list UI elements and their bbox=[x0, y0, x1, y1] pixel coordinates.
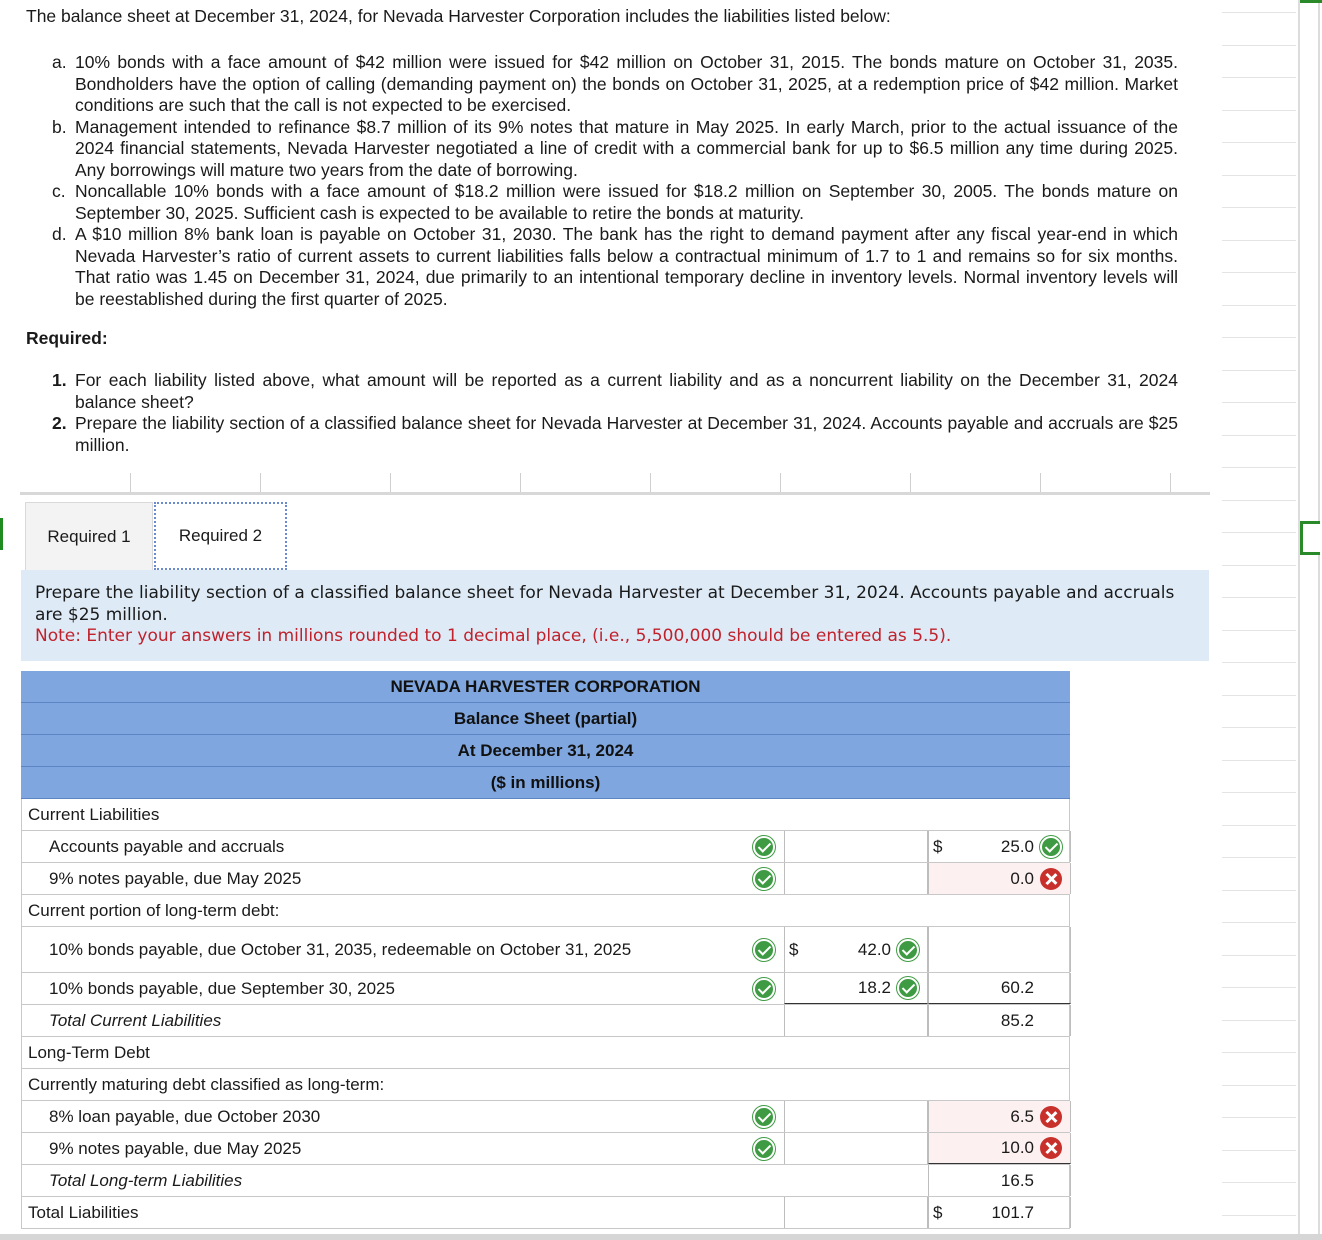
divider-ruler bbox=[20, 473, 1210, 495]
amount-input-col2[interactable] bbox=[928, 1101, 1071, 1132]
sheet-header-4: ($ in millions) bbox=[21, 767, 1070, 799]
check-circle-icon bbox=[753, 978, 775, 1000]
ruler-tick bbox=[650, 473, 651, 492]
grid-line bbox=[1222, 77, 1296, 78]
sheet-row bbox=[21, 1197, 1070, 1229]
ruler-tick bbox=[390, 473, 391, 492]
item-text: Noncallable 10% bonds with a face amount of $18.2 million were issued for $18.2 million on September 30, 2005. The bonds mature on September 30, 2025. Sufficient cash is expected to be available to retire the bonds at maturity. bbox=[75, 181, 1178, 223]
sheet-row bbox=[21, 1069, 1070, 1101]
row-label[interactable]: Total Liabilities bbox=[28, 1202, 139, 1222]
row-label[interactable]: Current Liabilities bbox=[28, 804, 160, 824]
grid-line bbox=[1222, 1150, 1296, 1151]
grid-line bbox=[1222, 1182, 1296, 1183]
grid-line bbox=[1222, 142, 1296, 143]
item-text: 10% bonds with a face amount of $42 million were issued for $42 million on October 31, 2015. The bonds mature on October 31, 2035. Bondholders have the option of calling (demanding payment on) the bonds on October 31, 2025, at a redemption price of $42 million. Market conditions are such that the call is not expected to be exercised. bbox=[75, 52, 1178, 115]
row-label[interactable]: 10% bonds payable, due October 31, 2035, redeemable on October 31, 2025 bbox=[49, 939, 632, 959]
amount-input-col1[interactable] bbox=[784, 1101, 928, 1132]
row-label[interactable]: Currently maturing debt classified as long-term: bbox=[28, 1074, 385, 1094]
grid-line bbox=[1222, 597, 1296, 598]
required-list bbox=[52, 370, 1178, 456]
amount-value: 0.0 bbox=[1010, 868, 1034, 888]
grid-line bbox=[1222, 1215, 1296, 1216]
row-label[interactable]: 9% notes payable, due May 2025 bbox=[49, 1138, 302, 1158]
grid-line bbox=[1222, 1020, 1296, 1021]
grid-line bbox=[1222, 695, 1296, 696]
ruler-tick bbox=[1170, 473, 1171, 492]
grid-line bbox=[1222, 500, 1296, 501]
amount-input-col1[interactable] bbox=[784, 927, 928, 972]
grid-line bbox=[1222, 565, 1296, 566]
amount-input-col2[interactable] bbox=[928, 831, 1071, 862]
instruction-text: Prepare the liability section of a classified balance sheet for Nevada Harvester at December 31, 2024. Accounts payable and accruals are $25 million. bbox=[35, 583, 1175, 625]
amount-value: 10.0 bbox=[1000, 1138, 1034, 1157]
row-label[interactable]: Long-Term Debt bbox=[28, 1042, 150, 1062]
grid-line bbox=[1222, 857, 1296, 858]
sheet-row bbox=[21, 1037, 1070, 1069]
item-text: Management intended to refinance $8.7 million of its 9% notes that mature in May 2025. In early March, prior to the actual issuance of the 2024 financial statements, Nevada Harvester negotiated a line of credit with a commercial bank for up to $6.5 million any time during 2025. Any borrowings will mature two years from the date of borrowing. bbox=[75, 116, 1178, 180]
ruler-tick bbox=[260, 473, 261, 492]
amount-input-col2[interactable] bbox=[928, 1197, 1071, 1228]
amount-input-col2[interactable] bbox=[928, 1005, 1071, 1036]
amount-value: 85.2 bbox=[1000, 1010, 1034, 1030]
amount-value: 16.5 bbox=[1000, 1170, 1034, 1190]
liability-list bbox=[52, 52, 1178, 310]
amount-value: 101.7 bbox=[991, 1202, 1034, 1222]
grid-line bbox=[1222, 175, 1296, 176]
grid-line bbox=[1222, 727, 1296, 728]
grid-line bbox=[1222, 12, 1296, 13]
grid-line bbox=[1222, 1052, 1296, 1053]
row-label[interactable]: Total Current Liabilities bbox=[49, 1010, 222, 1030]
sheet-row bbox=[21, 831, 1070, 863]
row-label[interactable]: Accounts payable and accruals bbox=[49, 836, 285, 856]
tab-required-1[interactable]: Required 1 bbox=[25, 502, 153, 570]
x-circle-icon bbox=[1040, 1137, 1062, 1159]
grid-selection-box[interactable] bbox=[1300, 521, 1320, 555]
liability-item-3 bbox=[52, 181, 1178, 224]
amount-input-col2[interactable] bbox=[928, 863, 1071, 894]
amount-input-col2[interactable] bbox=[928, 1165, 1071, 1196]
grid-line bbox=[1222, 240, 1296, 241]
check-circle-icon bbox=[753, 868, 775, 890]
x-circle-icon bbox=[1040, 868, 1062, 890]
grid-line bbox=[1222, 987, 1296, 988]
grid-line bbox=[1222, 662, 1296, 663]
required-item-2 bbox=[52, 413, 1178, 456]
check-circle-icon bbox=[753, 836, 775, 858]
sheet-header-2: Balance Sheet (partial) bbox=[21, 703, 1070, 735]
ruler-tick bbox=[130, 473, 131, 492]
problem-intro: The balance sheet at December 31, 2024, for Nevada Harvester Corporation includes the liabilities listed below: bbox=[26, 6, 891, 26]
sheet-header-1: NEVADA HARVESTER CORPORATION bbox=[21, 671, 1070, 703]
item-label: d. bbox=[52, 224, 67, 244]
liability-item-1 bbox=[52, 52, 1178, 117]
amount-value: 6.5 bbox=[1010, 1106, 1034, 1126]
sheet-row bbox=[21, 863, 1070, 895]
amount-value: 42.0 bbox=[857, 939, 891, 959]
item-label: b. bbox=[52, 116, 67, 137]
liability-item-2 bbox=[52, 117, 1178, 182]
dollar-sign: $ bbox=[933, 1202, 943, 1222]
grid-line bbox=[1222, 1117, 1296, 1118]
sheet-row bbox=[21, 927, 1070, 973]
tab-required-2[interactable]: Required 2 bbox=[154, 502, 287, 570]
row-label[interactable]: Current portion of long-term debt: bbox=[28, 900, 280, 920]
check-circle-icon bbox=[753, 1138, 775, 1160]
amount-value: 18.2 bbox=[857, 978, 891, 997]
grid-line bbox=[1222, 890, 1296, 891]
horizontal-scrollbar[interactable] bbox=[0, 1234, 1322, 1240]
ruler-tick bbox=[1040, 473, 1041, 492]
left-accent-bar bbox=[0, 518, 3, 550]
item-label: c. bbox=[52, 181, 66, 201]
grid-line bbox=[1222, 110, 1296, 111]
grid-divider bbox=[1298, 0, 1300, 1240]
dollar-sign: $ bbox=[933, 836, 943, 856]
grid-line bbox=[1222, 45, 1296, 46]
grid-line bbox=[1222, 305, 1296, 306]
grid-line bbox=[1222, 467, 1296, 468]
check-circle-icon bbox=[897, 939, 919, 961]
grid-line bbox=[1222, 207, 1296, 208]
item-text: For each liability listed above, what amount will be reported as a current liability and as a noncurrent liability on the December 31, 2024 balance sheet? bbox=[75, 370, 1178, 412]
grid-line bbox=[1222, 370, 1296, 371]
grid-line bbox=[1222, 922, 1296, 923]
row-label[interactable]: Total Long-term Liabilities bbox=[49, 1170, 243, 1190]
sheet-row bbox=[21, 895, 1070, 927]
required-item-1 bbox=[52, 370, 1178, 413]
sheet-row bbox=[21, 1101, 1070, 1133]
row-label[interactable]: 10% bonds payable, due September 30, 2025 bbox=[49, 978, 395, 998]
grid-line bbox=[1222, 402, 1296, 403]
row-label[interactable]: 9% notes payable, due May 2025 bbox=[49, 868, 302, 888]
sheet-row bbox=[21, 799, 1070, 831]
amount-input-col1[interactable] bbox=[784, 1197, 928, 1228]
grid-line bbox=[1222, 792, 1296, 793]
item-label: a. bbox=[52, 52, 67, 72]
instruction-box bbox=[21, 570, 1209, 661]
check-circle-icon bbox=[1040, 836, 1062, 858]
sheet-row bbox=[21, 973, 1070, 1005]
sheet-row bbox=[21, 1165, 1070, 1197]
item-label: 1. bbox=[52, 370, 67, 390]
grid-line bbox=[1222, 337, 1296, 338]
amount-input-col1[interactable] bbox=[784, 973, 928, 1004]
ruler-tick bbox=[910, 473, 911, 492]
grid-line bbox=[1222, 955, 1296, 956]
check-circle-icon bbox=[753, 1106, 775, 1128]
liability-item-4 bbox=[52, 224, 1178, 310]
grid-line bbox=[1222, 435, 1296, 436]
amount-input-col1[interactable] bbox=[784, 1005, 928, 1036]
amount-input-col2[interactable] bbox=[928, 927, 1071, 972]
amount-input-col2[interactable] bbox=[928, 1133, 1071, 1164]
ruler-tick bbox=[780, 473, 781, 492]
amount-value: 60.2 bbox=[1000, 978, 1034, 997]
grid-line bbox=[1222, 760, 1296, 761]
amount-input-col1[interactable] bbox=[784, 831, 928, 862]
grid-line bbox=[1222, 825, 1296, 826]
dollar-sign: $ bbox=[789, 939, 799, 959]
amount-input-col2[interactable] bbox=[928, 973, 1071, 1004]
item-text: A $10 million 8% bank loan is payable on October 31, 2030. The bank has the right to demand payment after any fiscal year-end in which Nevada Harvester’s ratio of current assets to current liabilities falls below a contractual minimum of 1.7 to 1 and remains so for six months. That ratio was 1.45 on December 31, 2024, due primarily to an intentional temporary decline in inventory levels. Normal inventory levels will be reestablished during the first quarter of 2025. bbox=[75, 224, 1178, 309]
check-circle-icon bbox=[753, 939, 775, 961]
grid-line bbox=[1222, 532, 1296, 533]
sheet-row bbox=[21, 1005, 1070, 1037]
sheet-row bbox=[21, 1133, 1070, 1165]
instruction-note: Note: Enter your answers in millions rounded to 1 decimal place, (i.e., 5,500,000 should be entered as 5.5). bbox=[35, 626, 952, 646]
grid-corner bbox=[1300, 0, 1322, 3]
amount-input-col1[interactable] bbox=[784, 863, 928, 894]
row-label[interactable]: 8% loan payable, due October 2030 bbox=[49, 1106, 321, 1126]
required-title: Required: bbox=[26, 328, 108, 348]
grid-line bbox=[1222, 272, 1296, 273]
grid-divider bbox=[1318, 0, 1320, 1240]
grid-line bbox=[1222, 630, 1296, 631]
amount-input-col1[interactable] bbox=[784, 1133, 928, 1164]
item-label: 2. bbox=[52, 413, 67, 433]
grid-line bbox=[1222, 1085, 1296, 1086]
x-circle-icon bbox=[1040, 1106, 1062, 1128]
item-text: Prepare the liability section of a classified balance sheet for Nevada Harvester at December 31, 2024. Accounts payable and accruals are $25 million. bbox=[75, 413, 1178, 455]
amount-value: 25.0 bbox=[1000, 836, 1034, 856]
ruler-tick bbox=[520, 473, 521, 492]
amount-input-col1[interactable] bbox=[784, 1165, 928, 1196]
check-circle-icon bbox=[897, 977, 919, 999]
sheet-header-3: At December 31, 2024 bbox=[21, 735, 1070, 767]
